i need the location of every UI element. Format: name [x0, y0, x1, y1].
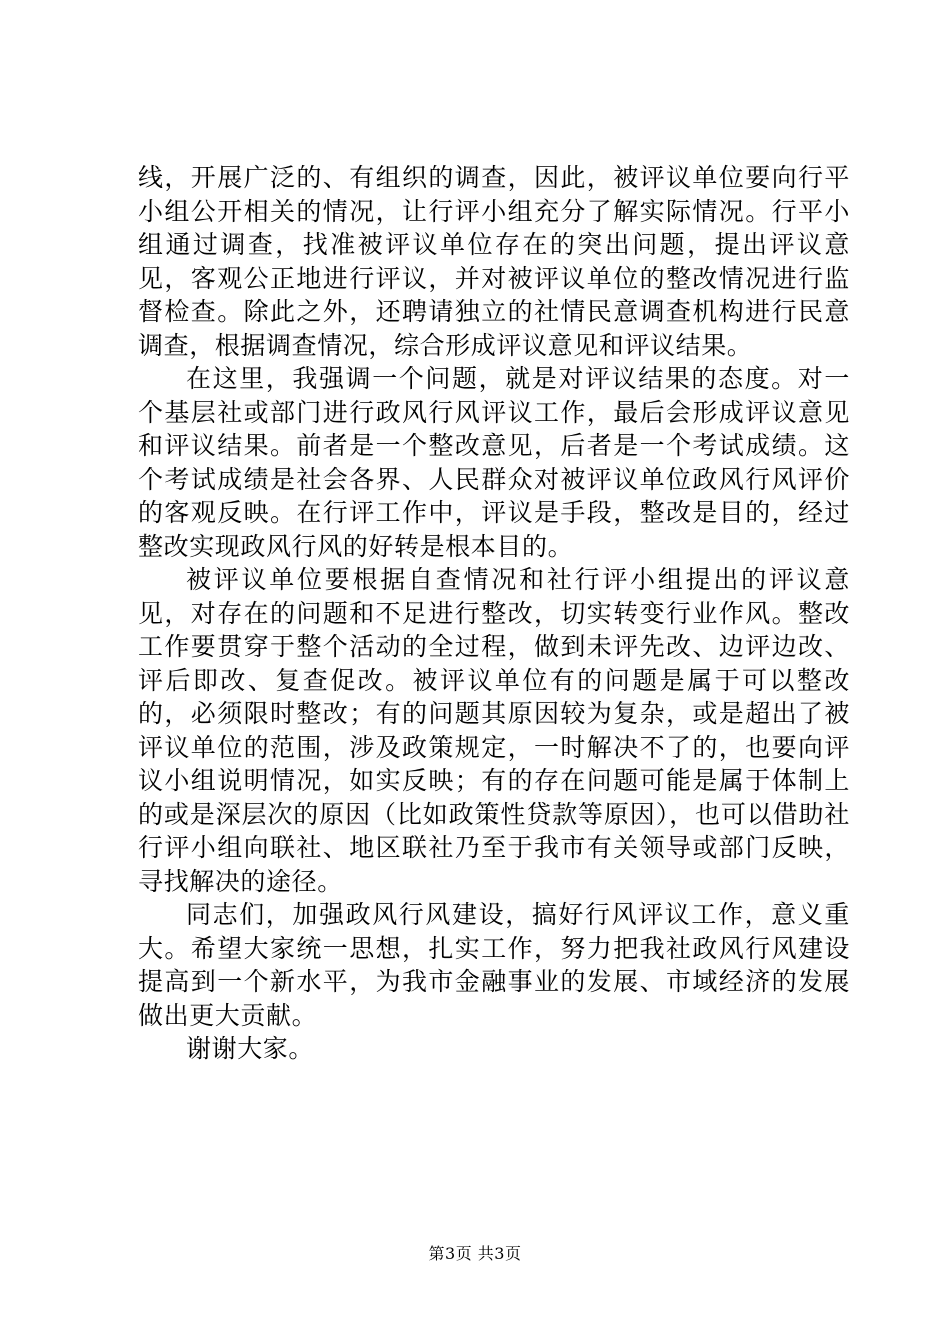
page-footer: 第3页 共3页	[428, 1244, 522, 1263]
paragraph-3: 被评议单位要根据自查情况和社行评小组提出的评议意见，对存在的问题和不足进行整改，切实转变行业作风。整改工作要贯穿于整个活动的全过程，做到未评先改、边评边改、评后即改、复查促改。被评议单位有的问题是属于可以整改的，必须限时整改；有的问题其原因较为复杂，或是超出了被评议单位的范围，涉及政策规定，一时解决不了的，也要向评议小组说明情况，如实反映；有的存在问题可能是属于体制上的或是深层次的原因（比如政策性贷款等原因），也可以借助社行评小组向联社、地区联社乃至于我市有关领导或部门反映，寻找解决的途径。	[138, 565, 850, 896]
body-text	[138, 161, 850, 1066]
paragraph-1: 线，开展广泛的、有组织的调查，因此，被评议单位要向行平小组公开相关的情况，让行评小组充分了解实际情况。行平小组通过调查，找准被评议单位存在的突出问题，提出评议意见，客观公正地进行评议，并对被评议单位的整改情况进行监督检查。除此之外，还聘请独立的社情民意调查机构进行民意调查，根据调查情况，综合形成评议意见和评议结果。	[138, 163, 850, 360]
paragraph-4: 同志们，加强政风行风建设，搞好行风评议工作，意义重大。希望大家统一思想，扎实工作，努力把我社政风行风建设提高到一个新水平，为我市金融事业的发展、市域经济的发展做出更大贡献。	[138, 900, 850, 1030]
paragraph-2: 在这里，我强调一个问题，就是对评议结果的态度。对一个基层社或部门进行政风行风评议工作，最后会形成评议意见和评议结果。前者是一个整改意见，后者是一个考试成绩。这个考试成绩是社会各界、人民群众对被评议单位政风行风评价的客观反映。在行评工作中，评议是手段，整改是目的，经过整改实现政风行风的好转是根本目的。	[138, 364, 850, 561]
paragraph-5: 谢谢大家。	[186, 1034, 315, 1063]
